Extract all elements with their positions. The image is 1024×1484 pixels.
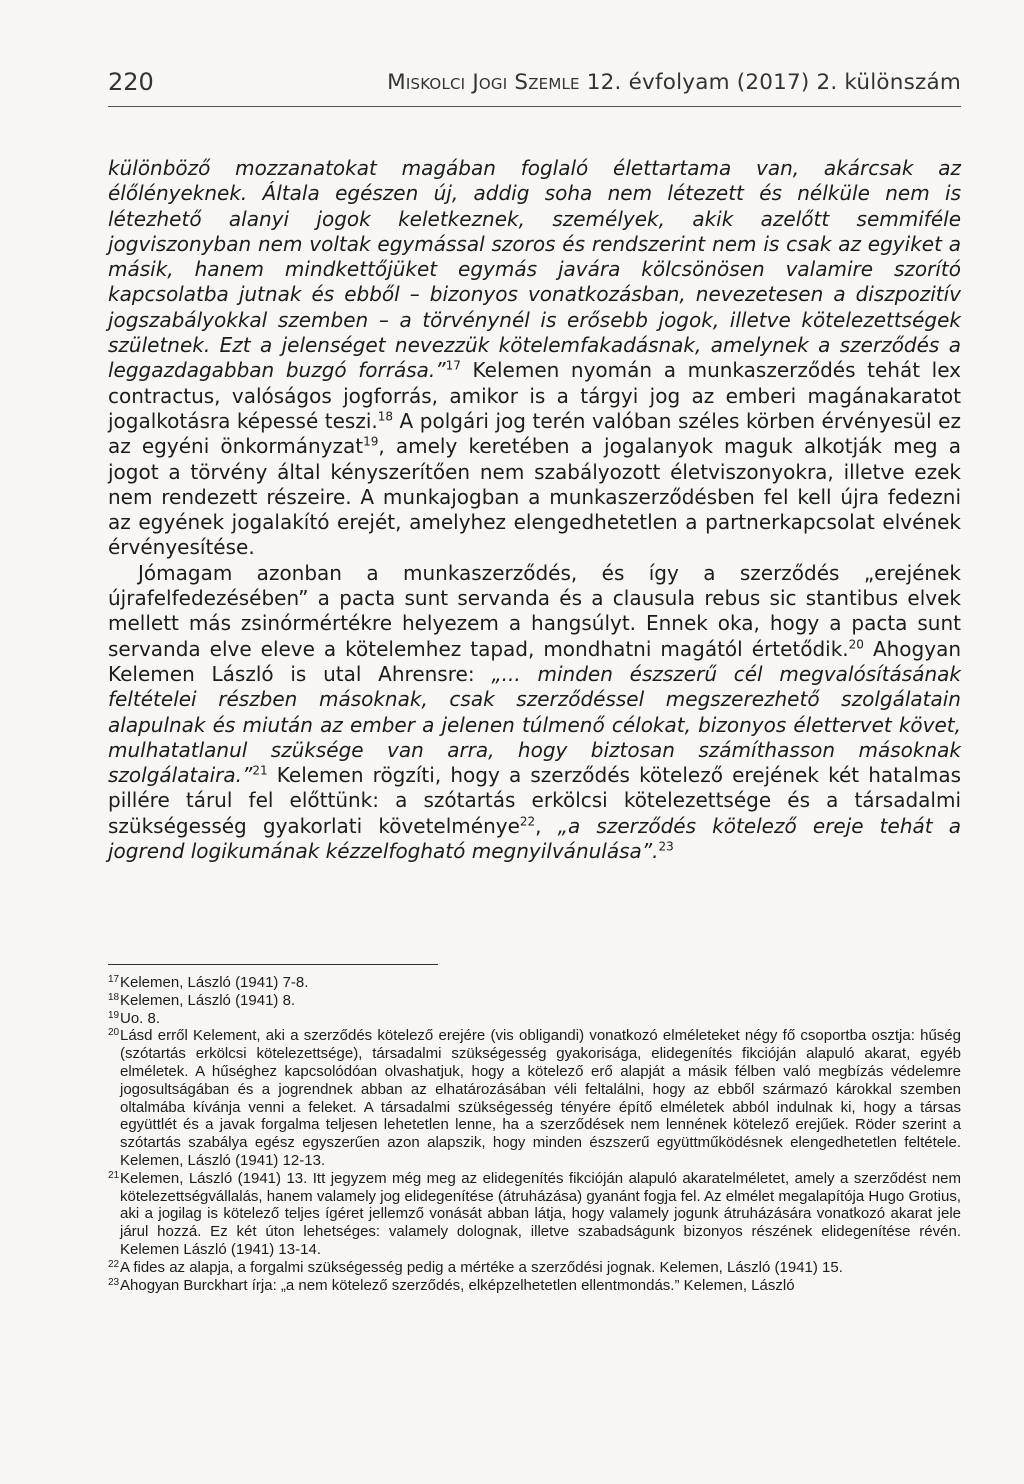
footnote-20	[108, 1027, 961, 1169]
paragraph-text: Ahogyan Kelemen László is utal Ahrensre:	[108, 636, 961, 686]
footnote-number: 20	[108, 1027, 120, 1039]
footnote-text: Kelemen, László (1941) 7-8.	[120, 974, 309, 991]
footnotes	[108, 974, 961, 1294]
paragraph-text: A polgári jog terén valóban széles körben érvényesül ez az egyéni önkormányzat	[108, 408, 961, 459]
running-header	[108, 66, 961, 107]
footnote-text: Lásd erről Kelement, aki a szerződés kötelező erejére (vis obligandi) vonatkozó elméleteket négy fő csoportba osztja: hűség (szótartás erkölcsi kötelezettsége), társadalmi szükségesség gyakorisága, elidegenítés fikcióján alapuló akarat, egyéb elméletek. A hűséghez kapcsolódóan olvashatjuk, hogy a kötelező erő alapját a másik félben való megbízás védelemre jogosultságában és a jogrendnek abban az elhatározásában véli feltalálni, hogy az ebből származó károkkal szemben oltalmába kívánja venni a feleket. A társadalmi szükségesség tényére építő elméletek abból indulnak ki, hogy a társas együttlét és a javak forgalma teljesen lehetetlen lenne, ha a szerződések nem lennének kötelező erejűek. Röder szerint a szótartás szabálya egész egyszerűen azon alapszik, hogy minden észszerű együttműködésnek elengedhetetlen feltétele. Kelemen, László (1941) 12-13.	[120, 1027, 961, 1169]
paragraph-text: Jómagam azonban a munkaszerződés, és így a szerződés „erejének újrafelfedezésében” a pacta sunt servanda és a clausula rebus sic stantibus elvek mellett más zsinórmértékre helyezem a hangsúlyt. Ennek oka, hogy a pacta sunt servanda elve eleve a kötelemhez tapad, mondhatni magától értetődik.	[108, 560, 961, 661]
footnote-number: 22	[108, 1258, 120, 1270]
main-text	[108, 156, 961, 864]
issue-info: 12. évfolyam (2017) 2. különszám	[586, 70, 961, 95]
footnote-ref-21[interactable]: 21	[252, 763, 268, 778]
footnote-ref-23[interactable]: 23	[658, 839, 674, 854]
footnote-22	[108, 1259, 961, 1277]
footnote-17	[108, 974, 961, 992]
footnote-text: Uo. 8.	[120, 1009, 161, 1027]
footnote-ref-22[interactable]: 22	[519, 814, 536, 829]
footnote-ref-17[interactable]: 17	[445, 358, 461, 373]
paragraph-2	[108, 561, 961, 865]
footnote-18	[108, 992, 961, 1010]
footnote-text: Kelemen, László (1941) 8.	[120, 991, 296, 1009]
footnote-ref-18[interactable]: 18	[377, 409, 394, 424]
footnote-number: 18	[108, 991, 120, 1003]
footnote-separator	[108, 964, 438, 965]
footnote-23	[108, 1277, 961, 1295]
footnote-text: A fides az alapja, a forgalmi szükségesség pedig a mértéke a szerződési jognak. Kelemen, László (1941) 15.	[120, 1258, 843, 1276]
paragraph-text: Kelemen nyomán a munkaszerződés tehát lex contractus, valóságos jogforrás, amikor is a tárgyi jog az emberi magánakaratot jogalkotásra képessé teszi.	[108, 358, 962, 433]
page-number: 220	[108, 68, 154, 96]
footnote-ref-20[interactable]: 20	[848, 636, 864, 651]
footnote-number: 19	[108, 1009, 120, 1021]
journal-title: Miskolci Jogi Szemle	[387, 70, 580, 95]
quote-ahrens: „... minden észszerű cél megvalósításának feltételei részben másoknak, csak szerződéssel megszerezhető szolgálatain alapulnak és miután az ember a jelenen túlmenő célokat, bizonyos élettervet követ, mulhatatlanul szüksége van arra, hogy biztosan számíthasson másoknak szolgálataira.”	[108, 661, 961, 788]
quote-kelemen: különböző mozzanatokat magában foglaló élettartama van, akárcsak az élőlényeknek. Általa egészen új, addig soha nem létezett és nélküle nem is létezhető alanyi jogok keletkeznek, személyek, akik azelőtt semmiféle jogviszonyban nem voltak egymással szoros és rendszerint nem is csak az egyiket a másik, hanem mindkettőjüket egymás javára kölcsönösen valamire szorító kapcsolatba jutnak és ebből – bizonyos vonatkozásban, nevezetesen a diszpozitív jogszabályokkal szemben – a törvénynél is erősebb jogok, illetve kötelezettségek születnek. Ezt a jelenséget nevezzük kötelemfakadásnak, amelynek a szerződés a leggazdagabban buzgó forrása.”	[108, 156, 961, 383]
footnote-number: 21	[108, 1169, 120, 1181]
footnote-number: 23	[108, 1276, 120, 1288]
footnote-text: Ahogyan Burckhart írja: „a nem kötelező szerződés, elképzelhetetlen ellentmondás.” Kelemen, László	[120, 1276, 795, 1294]
footnote-ref-19[interactable]: 19	[363, 434, 379, 449]
paragraph-text: Kelemen rögzíti, hogy a szerződés kötelező erejének két hatalmas pillére tárul fel előttünk: a szótartás erkölcsi kötelezettsége és a társadalmi szükségesség gyakorlati követelménye	[108, 763, 961, 838]
running-title	[387, 70, 961, 95]
paragraph-text: , amely keretében a jogalanyok maguk alkotják meg a jogot a törvény által kényszerítően nem szabályozott életviszonyokra, illetve ezek nem rendezett részeire. A munkajogban a munkaszerződésben fel kell újra fedezni az egyének jogalakító erejét, amelyhez elengedhetetlen a partnerkapcsolat elvének érvényesítése.	[108, 434, 962, 560]
paragraph-text: ,	[535, 813, 558, 838]
paragraph-1	[108, 156, 961, 561]
footnote-19	[108, 1010, 961, 1028]
footnote-21	[108, 1170, 961, 1259]
footnote-number: 17	[108, 974, 120, 985]
footnote-text: Kelemen, László (1941) 13. Itt jegyzem még meg az elidegenítés fikcióján alapuló akaratelméletet, amely a szerződést nem kötelezettségvállalás, hanem valamely jog elidegenítése (átruházása) gyanánt fogja fel. Az elmélet megalapítója Hugo Grotius, aki a jogilag is kötelező teljes ígéret jellemző vonását abban látja, hogy valamely jogunk átruházására vonatkozó akarat jele járul hozzá. Ez két úton lehetséges: valamely dolognak, illetve szabadságunk bizonyos részének elidegenítése révén. Kelemen László (1941) 13-14.	[120, 1169, 961, 1258]
quote-jogrend: „a szerződés kötelező ereje tehát a jogrend logikumának kézzelfogható megnyilvánulása”.	[108, 813, 961, 864]
